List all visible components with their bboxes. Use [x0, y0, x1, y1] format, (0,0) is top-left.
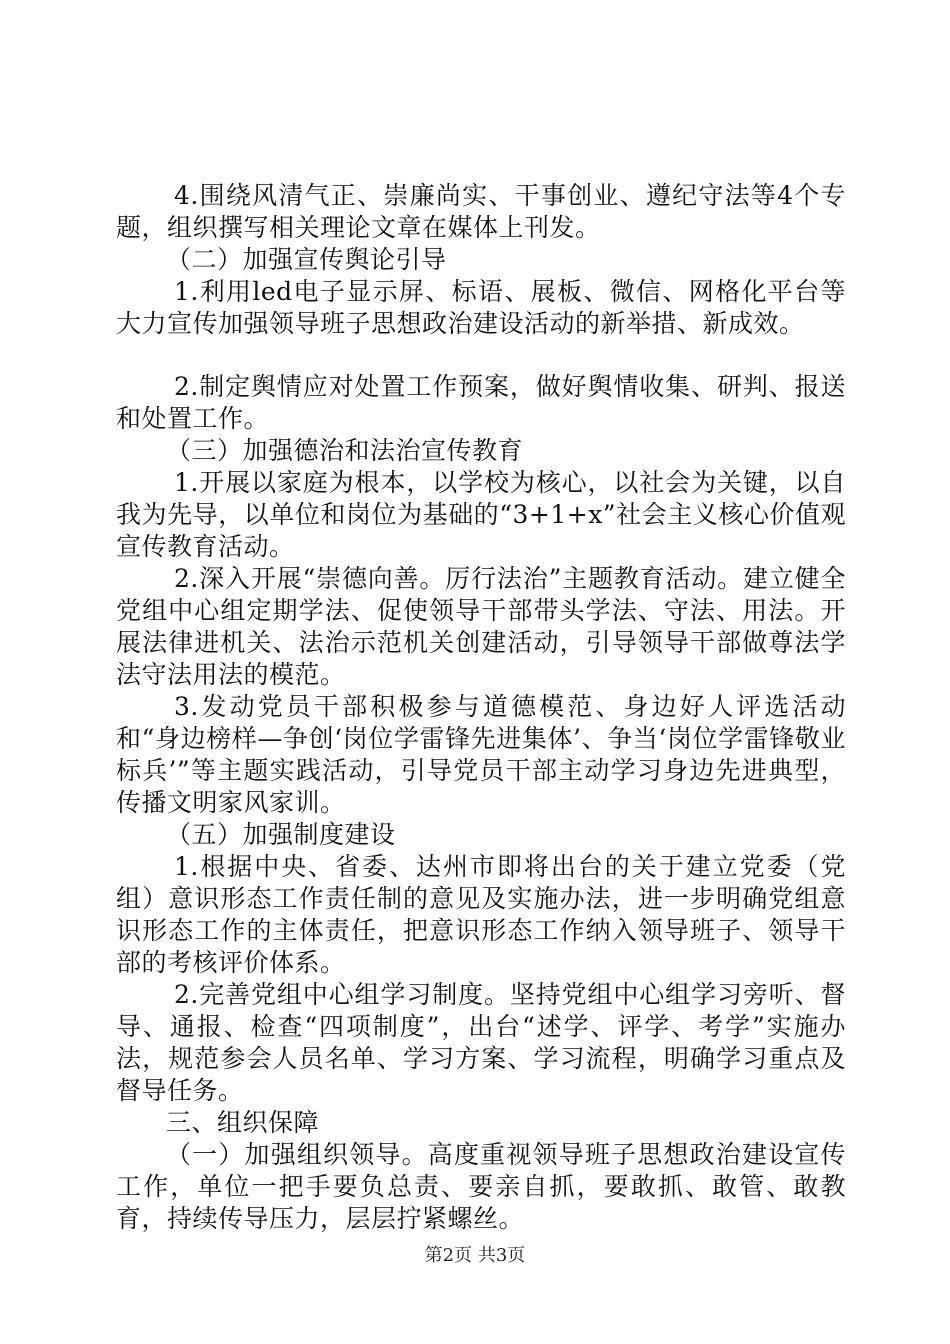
page-number-footer: 第2页 共3页	[424, 1245, 526, 1266]
section-heading-institution-building: （五）加强制度建设	[166, 820, 396, 849]
paragraph-item-2-law-education: 2.深入开展“崇德向善。厉行法治”主题教育活动。建立健全党组中心组定期学法、促使领导干部带头学法、守法、用法。开展法律进机关、法治示范机关创建活动，引导领导干部做尊法学法守法用法的模范。	[116, 564, 846, 689]
paragraph-gap	[116, 340, 846, 371]
paragraph-item-4: 4.围绕风清气正、崇廉尚实、干事创业、遵纪守法等4个专题，组织撰写相关理论文章在媒体上刊发。	[116, 181, 846, 242]
paragraph-item-3-role-models: 3.发动党员干部积极参与道德模范、身边好人评选活动和“身边榜样—争创‘岗位学雷锋先进集体’、争当‘岗位学雷锋敬业标兵’”等主题实践活动，引导党员干部主动学习身边先进典型，传播文明家风家训。	[116, 692, 846, 817]
paragraph-item-2-study-system: 2.完善党组中心组学习制度。坚持党组中心组学习旁听、督导、通报、检查“四项制度”，出台“述学、评学、考学”实施办法，规范参会人员名单、学习方案、学习流程，明确学习重点及督导任务。	[116, 980, 846, 1105]
paragraph-item-1-core-values: 1.开展以家庭为根本，以学校为核心，以社会为关键，以自我为先导，以单位和岗位为基础的“3+1+x”社会主义核心价值观宣传教育活动。	[116, 468, 846, 561]
document-body	[116, 180, 846, 1235]
section-heading-publicity: （二）加强宣传舆论引导	[166, 245, 447, 274]
paragraph-item-2-public-opinion: 2.制定舆情应对处置工作预案，做好舆情收集、研判、报送和处置工作。	[116, 372, 846, 433]
section-heading-organizational-guarantee: 三、组织保障	[166, 1108, 320, 1137]
paragraph-item-1-led: 1.利用led电子显示屏、标语、展板、微信、网格化平台等大力宣传加强领导班子思想政治建设活动的新举措、新成效。	[116, 277, 846, 338]
paragraph-organizational-leadership: （一）加强组织领导。高度重视领导班子思想政治建设宣传工作，单位一把手要负总责、要亲自抓，要敢抓、敢管、敢教育，持续传导压力，层层拧紧螺丝。	[116, 1140, 846, 1233]
paragraph-item-1-responsibility: 1.根据中央、省委、达州市即将出台的关于建立党委（党组）意识形态工作责任制的意见及实施办法，进一步明确党组意识形态工作的主体责任，把意识形态工作纳入领导班子、领导干部的考核评价体系。	[116, 852, 846, 977]
section-heading-rule-of-virtue-law: （三）加强德治和法治宣传教育	[166, 436, 524, 465]
